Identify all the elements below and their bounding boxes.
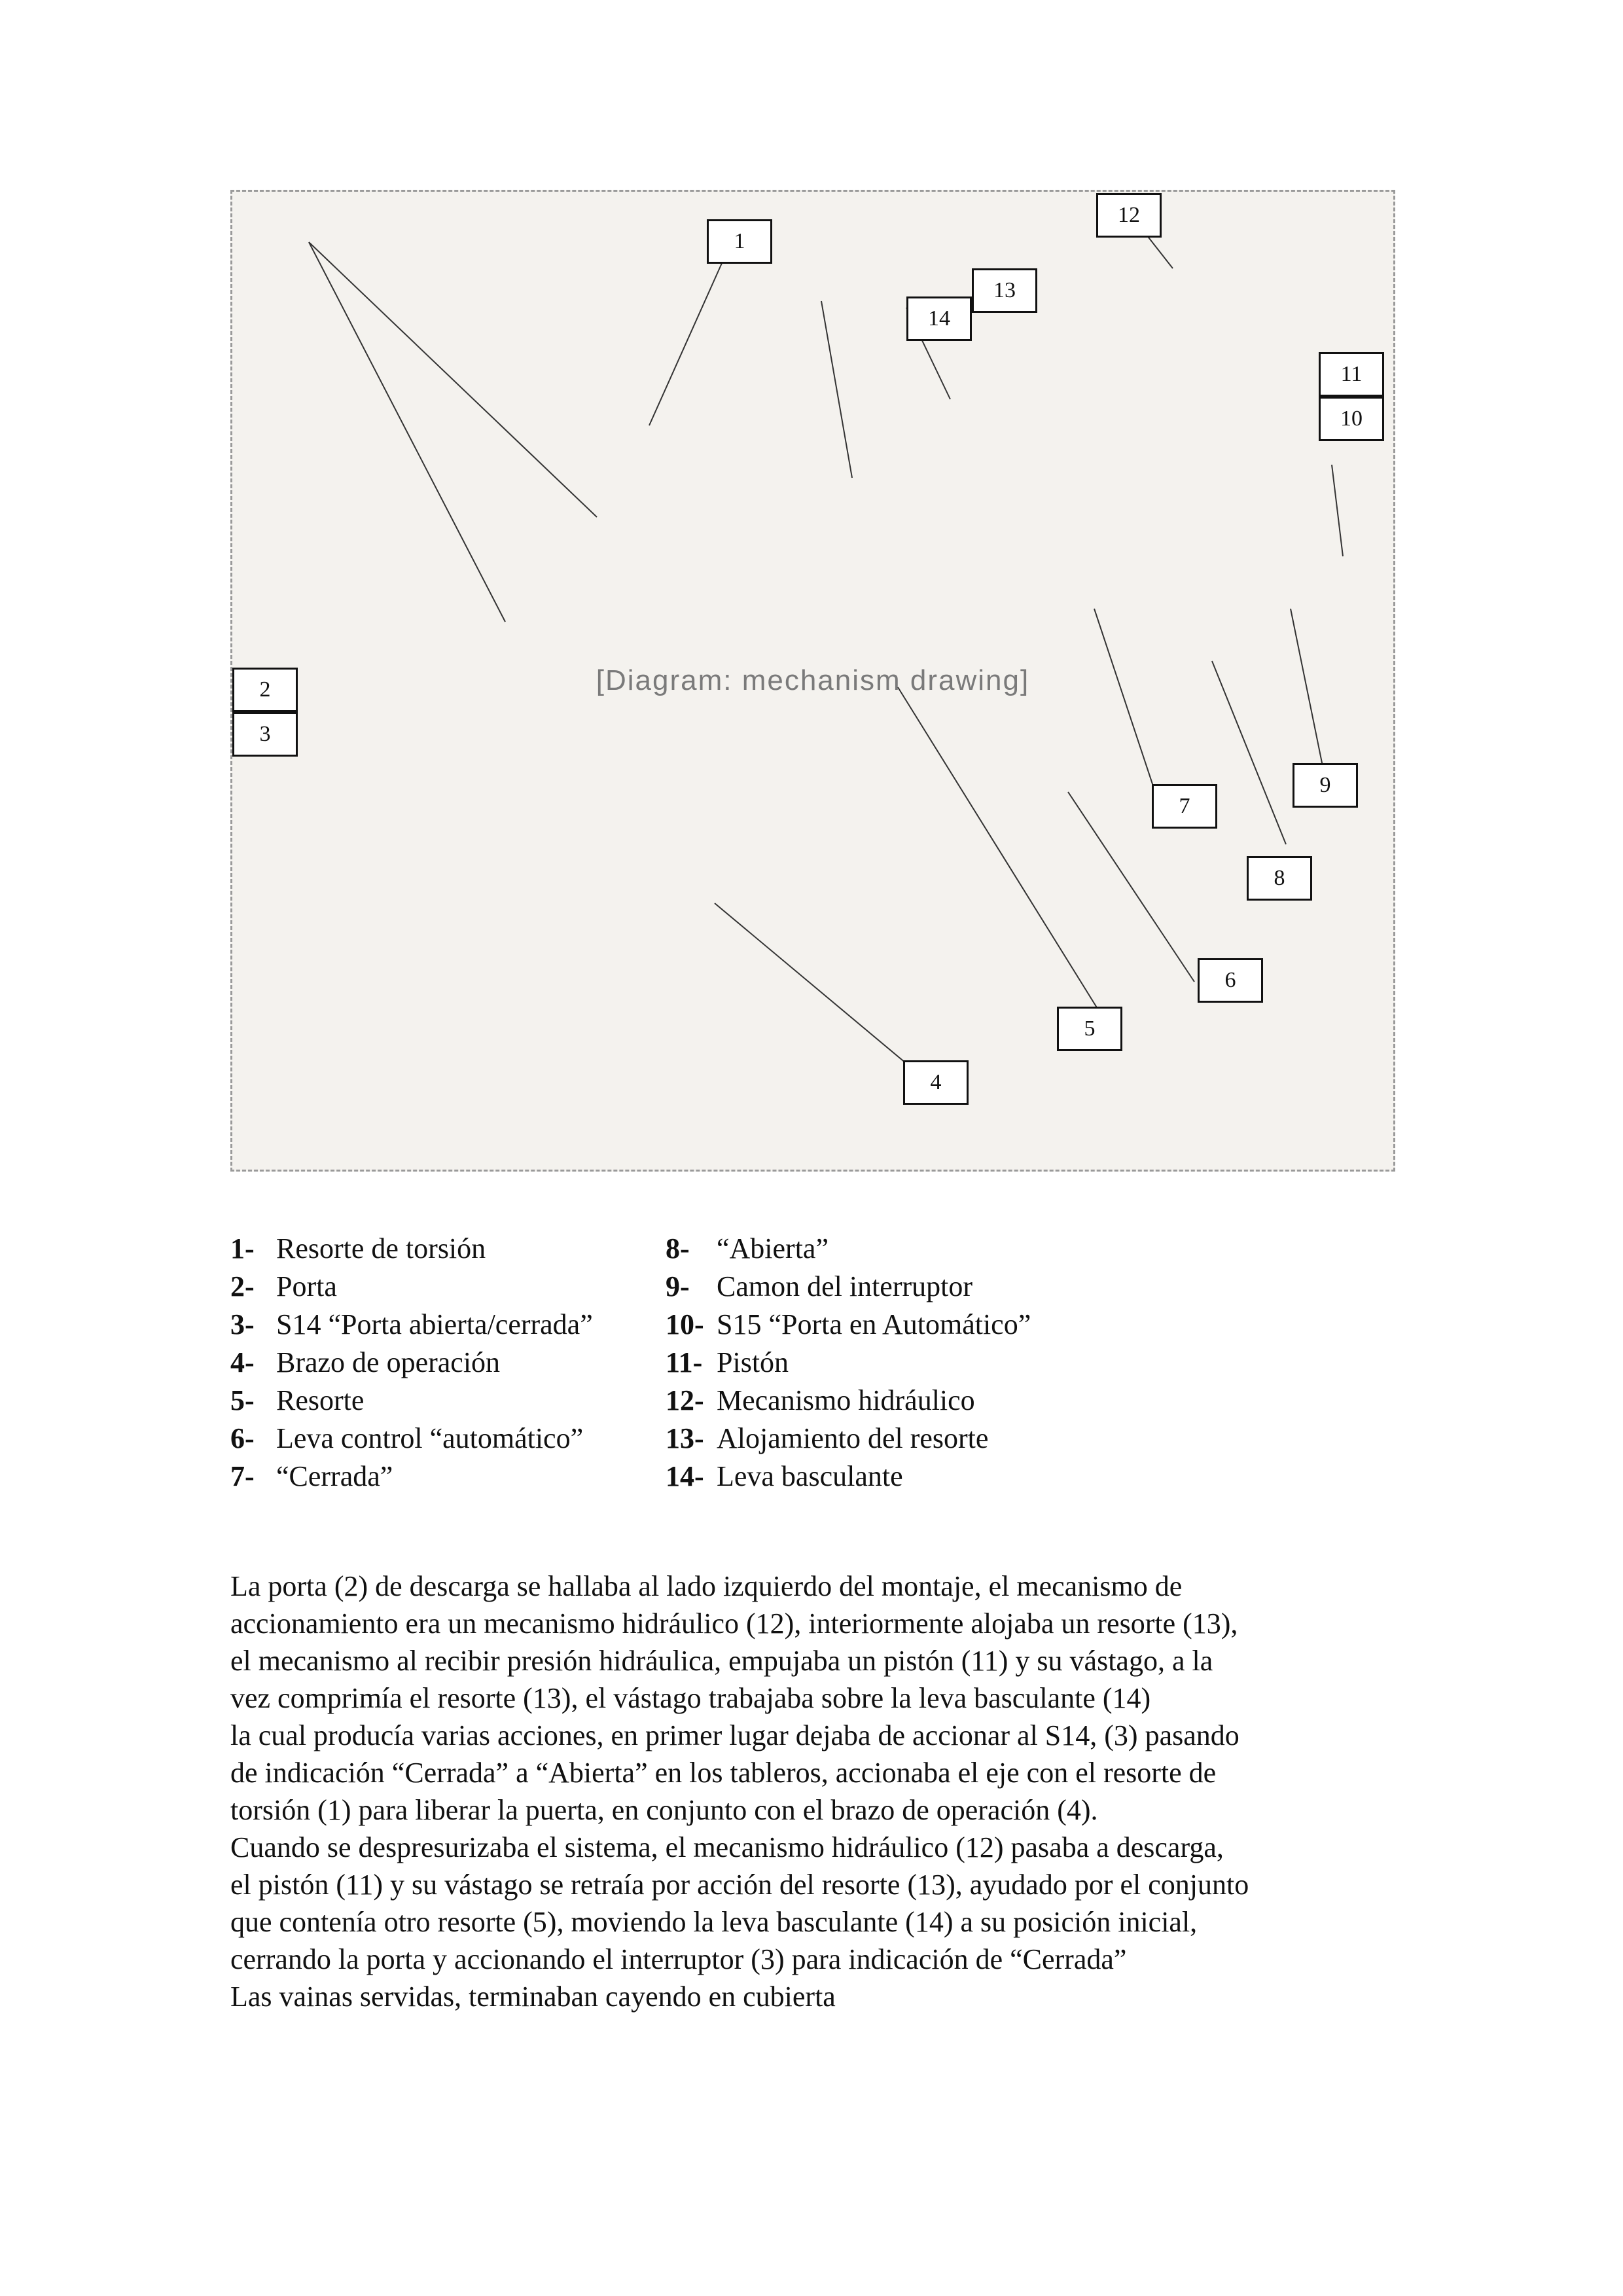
mechanism-figure (230, 190, 1395, 1172)
callout-9: 9 (1293, 763, 1358, 808)
callout-3: 3 (232, 712, 298, 757)
text-line: el mecanismo al recibir presión hidráulica, empujaba un pistón (11) y su vástago, a la (230, 1645, 1213, 1677)
legend-item: 5- Resorte (230, 1384, 365, 1416)
legend-item: 8- “Abierta” (666, 1232, 829, 1265)
text-line: torsión (1) para liberar la puerta, en conjunto con el brazo de operación (4). (230, 1794, 1098, 1826)
legend-item: 14- Leva basculante (666, 1460, 903, 1492)
legend-column-left (230, 1229, 593, 1495)
legend-item: 4- Brazo de operación (230, 1346, 501, 1378)
text-line: vez comprimía el resorte (13), el vástago trabajaba sobre la leva basculante (14) (230, 1682, 1151, 1714)
text-line: que contenía otro resorte (5), moviendo la leva basculante (14) a su posición inicial, (230, 1906, 1198, 1938)
legend-item: 12- Mecanismo hidráulico (666, 1384, 975, 1416)
callout-4: 4 (903, 1060, 969, 1105)
legend-item: 6- Leva control “automático” (230, 1422, 584, 1454)
legend-item: 13- Alojamiento del resorte (666, 1422, 989, 1454)
callout-2: 2 (232, 668, 298, 712)
callout-14: 14 (906, 296, 972, 341)
text-line: Cuando se despresurizaba el sistema, el mecanismo hidráulico (12) pasaba a descarga, (230, 1831, 1224, 1863)
description-paragraph (230, 1568, 1408, 2015)
callout-7: 7 (1152, 784, 1217, 829)
callout-12: 12 (1096, 193, 1162, 238)
legend (230, 1229, 1395, 1498)
callout-13: 13 (972, 268, 1037, 313)
legend-item: 2- Porta (230, 1270, 337, 1302)
legend-item: 10- S15 “Porta en Automático” (666, 1308, 1031, 1340)
text-line: accionamiento era un mecanismo hidráulico (12), interiormente alojaba un resorte (13), (230, 1607, 1238, 1640)
legend-item: 11- Pistón (666, 1346, 789, 1378)
callout-1: 1 (707, 219, 772, 264)
figure-placeholder: [Diagram: mechanism drawing] (230, 190, 1395, 1172)
callout-11: 11 (1319, 352, 1384, 397)
text-line: cerrando la porta y accionando el interruptor (3) para indicación de “Cerrada” (230, 1943, 1127, 1975)
callout-6: 6 (1198, 958, 1263, 1003)
legend-item: 1- Resorte de torsión (230, 1232, 486, 1265)
text-line: La porta (2) de descarga se hallaba al lado izquierdo del montaje, el mecanismo de (230, 1570, 1183, 1602)
legend-item: 9- Camon del interruptor (666, 1270, 973, 1302)
callout-5: 5 (1057, 1007, 1122, 1051)
text-line: la cual producía varias acciones, en primer lugar dejaba de accionar al S14, (3) pasando (230, 1719, 1240, 1751)
text-line: Las vainas servidas, terminaban cayendo en cubierta (230, 1981, 836, 2013)
text-line: de indicación “Cerrada” a “Abierta” en los tableros, accionaba el eje con el resorte de (230, 1757, 1217, 1789)
legend-item: 7- “Cerrada” (230, 1460, 393, 1492)
callout-8: 8 (1247, 856, 1312, 901)
legend-item: 3- S14 “Porta abierta/cerrada” (230, 1308, 593, 1340)
legend-column-right (666, 1229, 1031, 1495)
text-line: el pistón (11) y su vástago se retraía por acción del resorte (13), ayudado por el conjunto (230, 1869, 1249, 1901)
callout-10: 10 (1319, 397, 1384, 441)
leader-lines (230, 190, 1395, 1172)
